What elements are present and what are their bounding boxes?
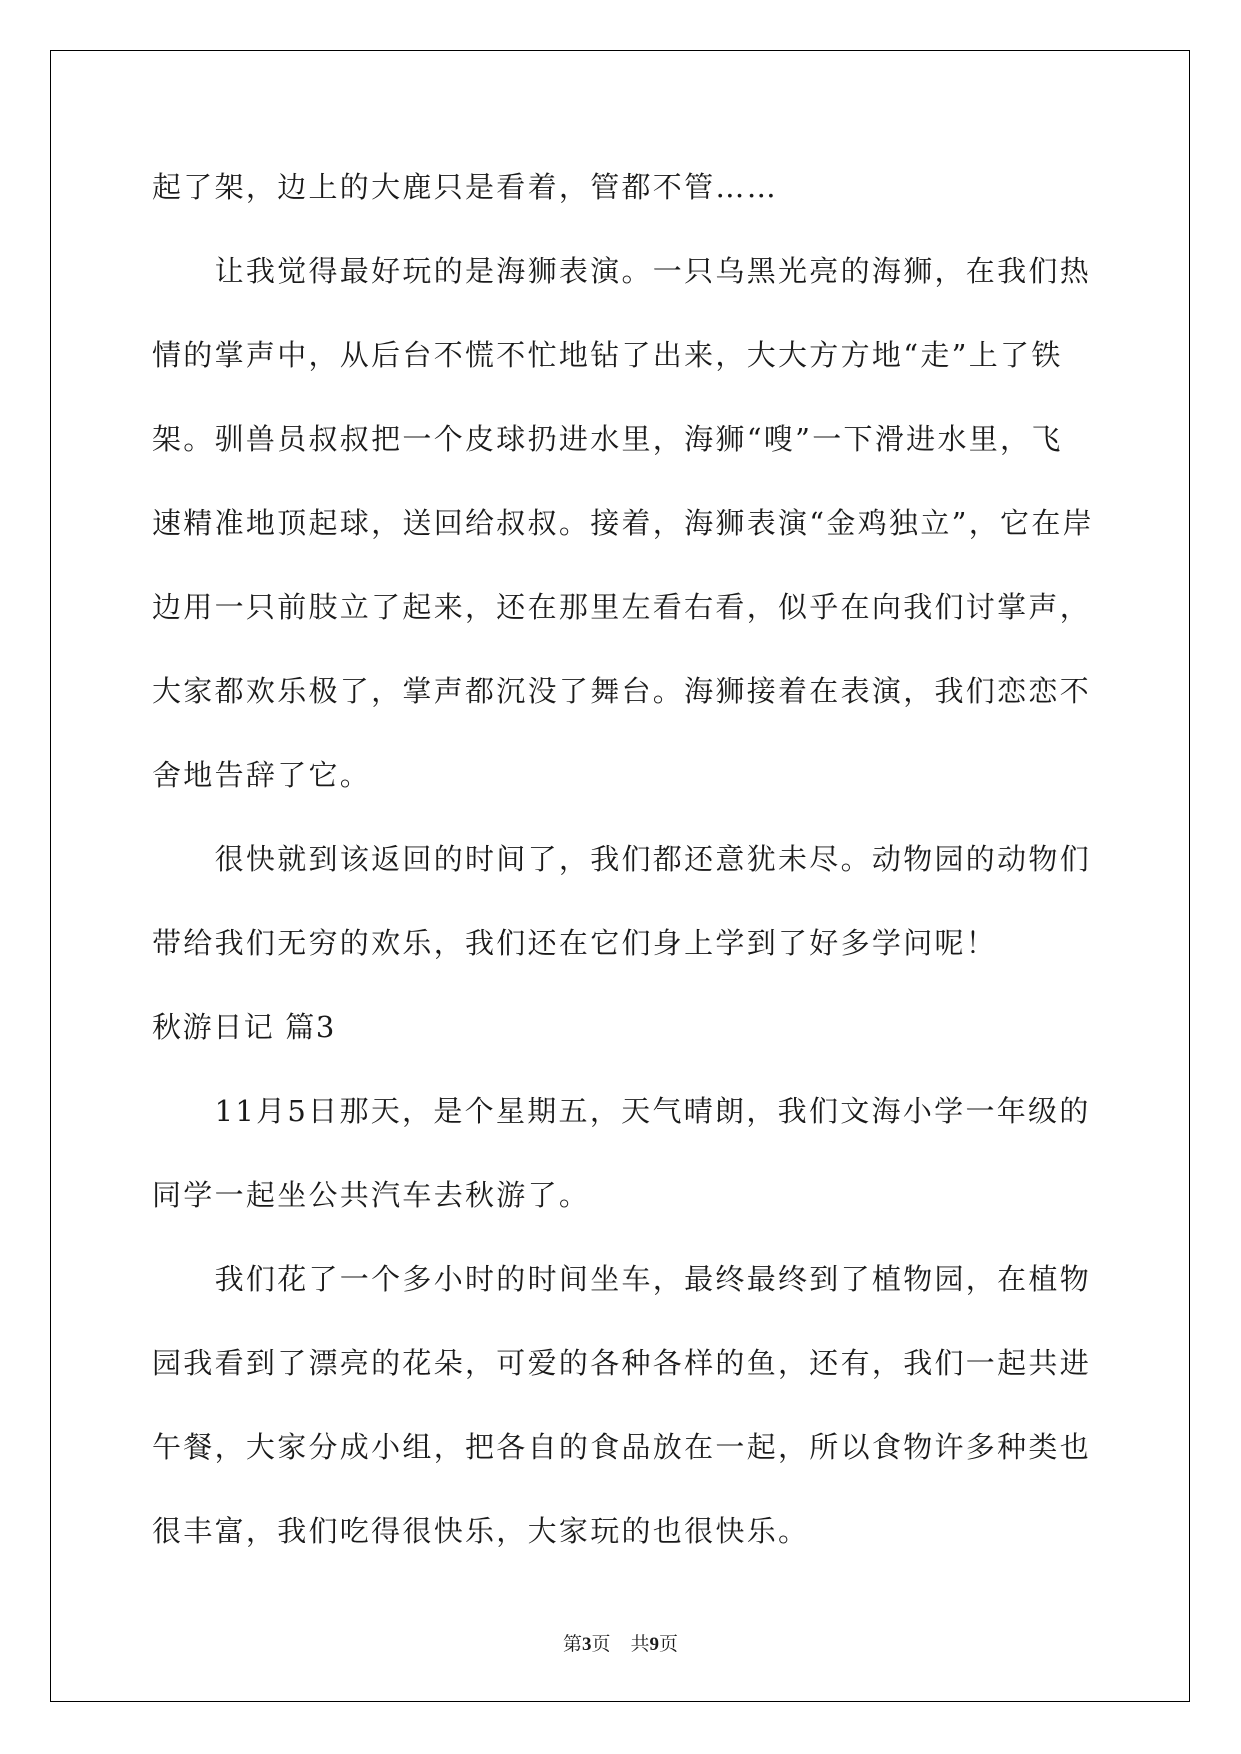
text-line: 午餐，大家分成小组，把各自的食品放在一起，所以食物许多种类也 [152,1430,1092,1464]
text-line: 速精准地顶起球，送回给叔叔。接着，海狮表演“金鸡独立”，它在岸 [152,506,1094,540]
text-line: 我们花了一个多小时的时间坐车，最终最终到了植物园，在植物 [152,1262,1092,1296]
current-page-number: 3 [581,1634,592,1655]
text-line: 园我看到了漂亮的花朵，可爱的各种各样的鱼，还有，我们一起共进 [152,1346,1092,1380]
page-footer [0,1632,1241,1657]
text-line: 带给我们无穷的欢乐，我们还在它们身上学到了好多学问呢！ [152,926,998,960]
text-line: 很快就到该返回的时间了，我们都还意犹未尽。动物园的动物们 [152,842,1092,876]
text-line: 11月5日那天，是个星期五，天气晴朗，我们文海小学一年级的 [152,1094,1091,1128]
text-line: 情的掌声中，从后台不慌不忙地钻了出来，大大方方地“走”上了铁 [152,338,1063,372]
text-line: 架。驯兽员叔叔把一个皮球扔进水里，海狮“嗖”一下滑进水里，飞 [152,422,1063,456]
document-body [152,160,1092,1588]
text-line: 同学一起坐公共汽车去秋游了。 [152,1178,591,1212]
text-line: 让我觉得最好玩的是海狮表演。一只乌黑光亮的海狮，在我们热 [152,254,1092,288]
text-line: 舍地告辞了它。 [152,758,372,792]
text-line: 边用一只前肢立了起来，还在那里左看右看，似乎在向我们讨掌声， [152,590,1092,624]
total-pages-number: 9 [649,1634,660,1655]
text-line: 大家都欢乐极了，掌声都沉没了舞台。海狮接着在表演，我们恋恋不 [152,674,1092,708]
total-unit: 页 [659,1633,679,1655]
page-prefix: 第 [562,1633,582,1655]
total-prefix: 共 [630,1633,650,1655]
page-unit: 页 [591,1633,611,1655]
section-heading: 秋游日记 篇3 [152,1010,336,1044]
text-line: 起了架，边上的大鹿只是看着，管都不管…… [152,170,779,204]
text-line: 很丰富，我们吃得很快乐，大家玩的也很快乐。 [152,1514,810,1548]
